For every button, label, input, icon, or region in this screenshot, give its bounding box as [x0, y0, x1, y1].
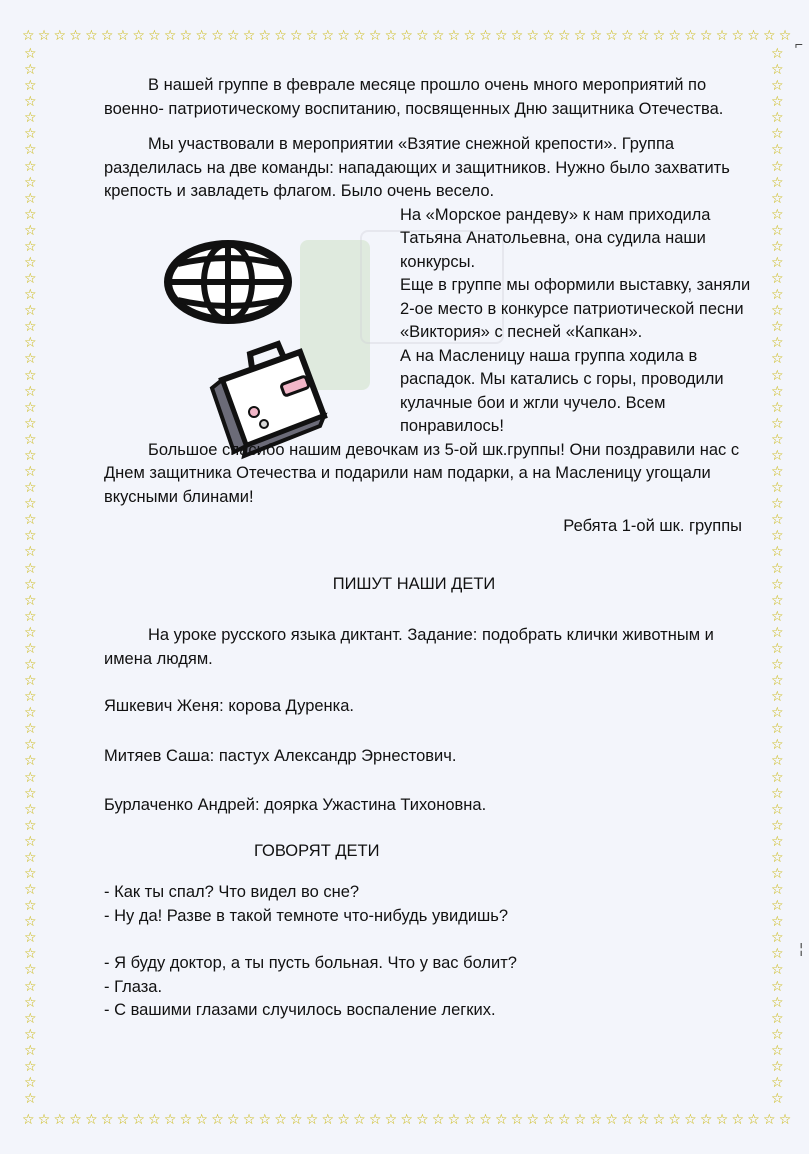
star-icon: ☆ — [416, 1111, 429, 1127]
star-icon: ☆ — [747, 1111, 760, 1127]
star-icon: ☆ — [771, 720, 784, 737]
star-icon: ☆ — [353, 1111, 366, 1127]
star-icon: ☆ — [24, 752, 37, 769]
star-icon: ☆ — [24, 929, 37, 946]
star-icon: ☆ — [24, 479, 37, 496]
star-icon: ☆ — [24, 141, 37, 158]
star-icon: ☆ — [771, 672, 784, 689]
star-icon: ☆ — [771, 752, 784, 769]
star-icon: ☆ — [731, 1111, 745, 1127]
star-icon: ☆ — [621, 27, 634, 43]
star-icon: ☆ — [116, 27, 130, 43]
star-icon: ☆ — [258, 27, 272, 43]
star-icon: ☆ — [24, 591, 37, 608]
star-icon: ☆ — [771, 929, 784, 946]
star-icon: ☆ — [747, 27, 760, 43]
dialog-line: - Глаза. — [104, 977, 163, 996]
star-icon: ☆ — [605, 27, 618, 43]
star-icon: ☆ — [479, 1111, 492, 1127]
star-icon: ☆ — [771, 1057, 784, 1074]
star-icon: ☆ — [274, 1111, 287, 1127]
star-icon: ☆ — [24, 270, 37, 287]
star-icon: ☆ — [24, 784, 37, 801]
star-icon: ☆ — [24, 913, 37, 930]
star-icon: ☆ — [771, 382, 784, 399]
star-icon: ☆ — [771, 623, 784, 640]
star-icon: ☆ — [668, 27, 681, 43]
star-icon: ☆ — [53, 27, 67, 43]
star-icon: ☆ — [771, 864, 784, 881]
star-icon: ☆ — [771, 768, 784, 785]
star-icon: ☆ — [24, 993, 37, 1010]
star-icon: ☆ — [384, 1111, 398, 1127]
star-icon: ☆ — [69, 1111, 82, 1127]
star-icon: ☆ — [24, 463, 37, 480]
star-icon: ☆ — [24, 157, 37, 174]
star-icon: ☆ — [771, 157, 784, 174]
star-icon: ☆ — [24, 254, 37, 271]
star-icon: ☆ — [368, 1111, 382, 1127]
star-icon: ☆ — [22, 1111, 35, 1127]
dialog-line: - Я буду доктор, а ты пусть больная. Что у вас болит? — [104, 954, 517, 972]
star-icon: ☆ — [542, 1111, 555, 1127]
star-icon: ☆ — [771, 639, 784, 656]
star-icon: ☆ — [771, 141, 784, 158]
star-icon: ☆ — [771, 897, 784, 914]
dictation-answer: Яшкевич Женя: корова Дуренка. — [104, 697, 355, 715]
star-icon: ☆ — [24, 511, 37, 528]
news-paragraph: На «Морское рандеву» к нам приходила Татьяна Анатольевна, она судила наши конкурсы. — [400, 205, 711, 271]
star-icon: ☆ — [771, 495, 784, 512]
star-icon: ☆ — [69, 27, 82, 43]
star-icon: ☆ — [771, 61, 784, 78]
star-icon: ☆ — [771, 591, 784, 608]
star-icon: ☆ — [715, 1111, 729, 1127]
star-icon: ☆ — [771, 463, 784, 480]
star-icon: ☆ — [290, 1111, 303, 1127]
star-icon: ☆ — [771, 286, 784, 303]
star-icon: ☆ — [24, 237, 37, 254]
star-icon: ☆ — [652, 1111, 666, 1127]
star-icon: ☆ — [53, 1111, 67, 1127]
star-icon: ☆ — [24, 495, 37, 512]
star-icon: ☆ — [24, 205, 37, 222]
star-icon: ☆ — [526, 27, 540, 43]
dictation-intro: На уроке русского языка диктант. Задание: подобрать клички животным и имена людям. — [104, 626, 714, 668]
star-icon: ☆ — [37, 1111, 51, 1127]
star-icon: ☆ — [24, 527, 37, 544]
star-icon: ☆ — [771, 704, 784, 721]
star-icon: ☆ — [771, 848, 784, 865]
star-icon: ☆ — [771, 993, 784, 1010]
star-icon: ☆ — [771, 881, 784, 898]
star-icon: ☆ — [771, 189, 784, 206]
star-icon: ☆ — [573, 1111, 587, 1127]
news-paragraph: В нашей группе в феврале месяце прошло очень много мероприятий по военно- патриотическому воспитанию, посвященных Дню защитника Отечества. — [104, 76, 724, 118]
star-icon: ☆ — [771, 109, 784, 126]
star-icon: ☆ — [116, 1111, 130, 1127]
star-icon: ☆ — [771, 398, 784, 415]
star-icon: ☆ — [771, 607, 784, 624]
star-icon: ☆ — [24, 881, 37, 898]
star-icon: ☆ — [24, 125, 37, 142]
star-icon: ☆ — [731, 27, 745, 43]
star-icon: ☆ — [305, 1111, 319, 1127]
star-icon: ☆ — [771, 527, 784, 544]
star-icon: ☆ — [542, 27, 555, 43]
star-icon: ☆ — [24, 302, 37, 319]
star-icon: ☆ — [24, 961, 37, 978]
star-icon: ☆ — [226, 1111, 240, 1127]
star-icon: ☆ — [24, 366, 37, 383]
star-icon: ☆ — [771, 479, 784, 496]
star-icon: ☆ — [24, 736, 37, 753]
kids-write-heading: ПИШУТ НАШИ ДЕТИ — [332, 574, 496, 593]
star-icon: ☆ — [24, 61, 37, 78]
star-icon: ☆ — [24, 430, 37, 447]
star-icon: ☆ — [771, 302, 784, 319]
star-icon: ☆ — [24, 543, 37, 560]
star-icon: ☆ — [242, 1111, 256, 1127]
star-icon: ☆ — [771, 221, 784, 238]
star-icon: ☆ — [24, 350, 37, 367]
star-icon: ☆ — [321, 1111, 335, 1127]
star-icon: ☆ — [211, 27, 224, 43]
star-icon: ☆ — [24, 286, 37, 303]
star-icon: ☆ — [24, 768, 37, 785]
star-icon: ☆ — [771, 446, 784, 463]
star-icon: ☆ — [24, 77, 37, 94]
dialog-line: - С вашими глазами случилось воспаление легких. — [104, 1001, 496, 1019]
star-icon: ☆ — [699, 27, 713, 43]
star-icon: ☆ — [195, 27, 208, 43]
star-icon: ☆ — [771, 1074, 784, 1090]
star-icon: ☆ — [179, 27, 193, 43]
star-icon: ☆ — [24, 704, 37, 721]
star-icon: ☆ — [771, 977, 784, 994]
star-icon: ☆ — [274, 27, 287, 43]
star-icon: ☆ — [148, 1111, 161, 1127]
star-icon: ☆ — [771, 350, 784, 367]
star-icon: ☆ — [24, 1057, 37, 1074]
star-icon: ☆ — [416, 27, 429, 43]
star-icon: ☆ — [771, 318, 784, 335]
scan-edge-mark: ⌐ — [794, 36, 803, 52]
star-icon: ☆ — [684, 27, 697, 43]
star-icon: ☆ — [132, 27, 145, 43]
star-icon: ☆ — [85, 1111, 98, 1127]
star-icon: ☆ — [771, 559, 784, 576]
star-icon: ☆ — [24, 221, 37, 238]
star-icon: ☆ — [771, 575, 784, 592]
star-icon: ☆ — [778, 27, 792, 43]
star-icon: ☆ — [22, 27, 35, 43]
star-icon: ☆ — [24, 189, 37, 206]
star-icon: ☆ — [771, 913, 784, 930]
star-icon: ☆ — [558, 1111, 571, 1127]
star-icon: ☆ — [762, 1111, 776, 1127]
star-icon: ☆ — [715, 27, 729, 43]
star-icon: ☆ — [226, 27, 240, 43]
star-icon: ☆ — [258, 1111, 272, 1127]
star-icon: ☆ — [24, 945, 37, 962]
star-icon: ☆ — [24, 688, 37, 705]
star-icon: ☆ — [771, 254, 784, 271]
star-icon: ☆ — [494, 1111, 508, 1127]
star-icon: ☆ — [771, 655, 784, 672]
star-icon: ☆ — [24, 864, 37, 881]
star-icon: ☆ — [24, 897, 37, 914]
star-icon: ☆ — [510, 1111, 524, 1127]
star-icon: ☆ — [353, 27, 366, 43]
star-icon: ☆ — [605, 1111, 618, 1127]
news-paragraph: А на Масленицу наша группа ходила в распадок. Мы катались с горы, проводили кулачные бои и жгли чучело. Всем понравилось! — [400, 346, 724, 435]
star-icon: ☆ — [24, 318, 37, 335]
star-icon: ☆ — [573, 27, 587, 43]
star-border-bottom — [22, 1112, 792, 1126]
star-icon: ☆ — [771, 736, 784, 753]
star-icon: ☆ — [242, 27, 256, 43]
star-icon: ☆ — [179, 1111, 193, 1127]
star-icon: ☆ — [431, 1111, 445, 1127]
star-icon: ☆ — [771, 205, 784, 222]
star-icon: ☆ — [100, 27, 114, 43]
star-icon: ☆ — [636, 27, 650, 43]
star-icon: ☆ — [652, 27, 666, 43]
star-icon: ☆ — [771, 366, 784, 383]
star-icon: ☆ — [195, 1111, 208, 1127]
star-icon: ☆ — [771, 688, 784, 705]
star-icon: ☆ — [24, 655, 37, 672]
star-icon: ☆ — [24, 672, 37, 689]
news-paragraph: Мы участвовали в мероприятии «Взятие снежной крепости». Группа разделилась на две команды: нападающих и защитников. Нужно было захватить крепость и завладеть флагом. Было очень весело. — [104, 135, 730, 200]
star-icon: ☆ — [305, 27, 319, 43]
star-icon: ☆ — [762, 27, 776, 43]
star-icon: ☆ — [771, 270, 784, 287]
star-icon: ☆ — [494, 27, 508, 43]
star-icon: ☆ — [85, 27, 98, 43]
star-icon: ☆ — [447, 27, 461, 43]
star-icon: ☆ — [778, 1111, 792, 1127]
star-icon: ☆ — [24, 1074, 37, 1090]
star-icon: ☆ — [463, 1111, 476, 1127]
star-icon: ☆ — [132, 1111, 145, 1127]
star-icon: ☆ — [431, 27, 445, 43]
star-icon: ☆ — [24, 1041, 37, 1058]
star-icon: ☆ — [24, 446, 37, 463]
star-icon: ☆ — [24, 334, 37, 351]
star-icon: ☆ — [771, 945, 784, 962]
star-icon: ☆ — [589, 1111, 603, 1127]
star-icon: ☆ — [368, 27, 382, 43]
star-icon: ☆ — [668, 1111, 681, 1127]
dictation-answer: Бурлаченко Андрей: доярка Ужастина Тихоновна. — [104, 796, 487, 814]
star-icon: ☆ — [771, 543, 784, 560]
star-icon: ☆ — [24, 414, 37, 431]
star-icon: ☆ — [771, 334, 784, 351]
star-border-top — [22, 28, 792, 42]
dialog-line: - Как ты спал? Что видел во сне? — [104, 883, 360, 901]
star-icon: ☆ — [24, 977, 37, 994]
star-icon: ☆ — [771, 45, 784, 61]
dialog-line: - Ну да! Разве в такой темноте что-нибудь увидишь? — [104, 906, 509, 925]
star-icon: ☆ — [621, 1111, 634, 1127]
star-icon: ☆ — [771, 430, 784, 447]
star-icon: ☆ — [771, 414, 784, 431]
star-icon: ☆ — [24, 800, 37, 817]
star-icon: ☆ — [148, 27, 161, 43]
star-icon: ☆ — [24, 1090, 37, 1107]
newsletter-content — [104, 74, 754, 1023]
star-icon: ☆ — [589, 27, 603, 43]
star-icon: ☆ — [24, 639, 37, 656]
star-icon: ☆ — [771, 961, 784, 978]
star-icon: ☆ — [24, 93, 37, 110]
star-icon: ☆ — [510, 27, 524, 43]
star-icon: ☆ — [463, 27, 476, 43]
star-icon: ☆ — [771, 125, 784, 142]
star-icon: ☆ — [526, 1111, 540, 1127]
star-icon: ☆ — [771, 784, 784, 801]
star-icon: ☆ — [479, 27, 492, 43]
star-border-left — [24, 46, 38, 1106]
star-icon: ☆ — [771, 511, 784, 528]
star-icon: ☆ — [771, 1025, 784, 1042]
star-icon: ☆ — [400, 1111, 413, 1127]
star-icon: ☆ — [384, 27, 398, 43]
news-paragraph: Большое спасибо нашим девочкам из 5-ой шк.группы! Они поздравили нас с Днем защитника Отечества и подарили нам подарки, а на Масленицу угощали вкусными блинами! — [104, 440, 740, 506]
scan-edge-mark: ¦ — [799, 940, 803, 956]
star-icon: ☆ — [24, 623, 37, 640]
star-border-right — [771, 46, 785, 1106]
news-paragraph: Еще в группе мы оформили выставку, заняли 2-ое место в конкурсе патриотической песни «Виктория» с песней «Капкан». — [400, 276, 751, 341]
star-icon: ☆ — [771, 93, 784, 110]
star-icon: ☆ — [211, 1111, 224, 1127]
dictation-answer: Митяев Саша: пастух Александр Эрнестович. — [104, 746, 457, 765]
star-icon: ☆ — [321, 27, 335, 43]
star-icon: ☆ — [290, 27, 303, 43]
star-icon: ☆ — [37, 27, 51, 43]
star-icon: ☆ — [24, 816, 37, 833]
star-icon: ☆ — [771, 1090, 784, 1107]
star-icon: ☆ — [699, 1111, 713, 1127]
star-icon: ☆ — [684, 1111, 697, 1127]
news-signature: Ребята 1-ой шк. группы — [563, 517, 742, 535]
star-icon: ☆ — [163, 1111, 177, 1127]
star-icon: ☆ — [771, 77, 784, 94]
star-icon: ☆ — [24, 109, 37, 126]
star-icon: ☆ — [771, 816, 784, 833]
star-icon: ☆ — [24, 398, 37, 415]
star-icon: ☆ — [24, 173, 37, 190]
star-icon: ☆ — [24, 575, 37, 592]
star-icon: ☆ — [24, 720, 37, 737]
star-icon: ☆ — [771, 237, 784, 254]
star-icon: ☆ — [24, 832, 37, 849]
star-icon: ☆ — [558, 27, 571, 43]
star-icon: ☆ — [771, 173, 784, 190]
star-icon: ☆ — [24, 848, 37, 865]
star-icon: ☆ — [400, 27, 413, 43]
star-icon: ☆ — [100, 1111, 114, 1127]
kids-say-heading: ГОВОРЯТ ДЕТИ — [254, 841, 380, 860]
star-icon: ☆ — [771, 800, 784, 817]
star-icon: ☆ — [447, 1111, 461, 1127]
star-icon: ☆ — [24, 1009, 37, 1026]
star-icon: ☆ — [24, 45, 37, 61]
star-icon: ☆ — [24, 559, 37, 576]
star-icon: ☆ — [24, 607, 37, 624]
star-icon: ☆ — [163, 27, 177, 43]
star-icon: ☆ — [337, 1111, 350, 1127]
star-icon: ☆ — [771, 1041, 784, 1058]
star-icon: ☆ — [636, 1111, 650, 1127]
star-icon: ☆ — [24, 1025, 37, 1042]
star-icon: ☆ — [24, 382, 37, 399]
star-icon: ☆ — [337, 27, 350, 43]
star-icon: ☆ — [771, 832, 784, 849]
star-icon: ☆ — [771, 1009, 784, 1026]
